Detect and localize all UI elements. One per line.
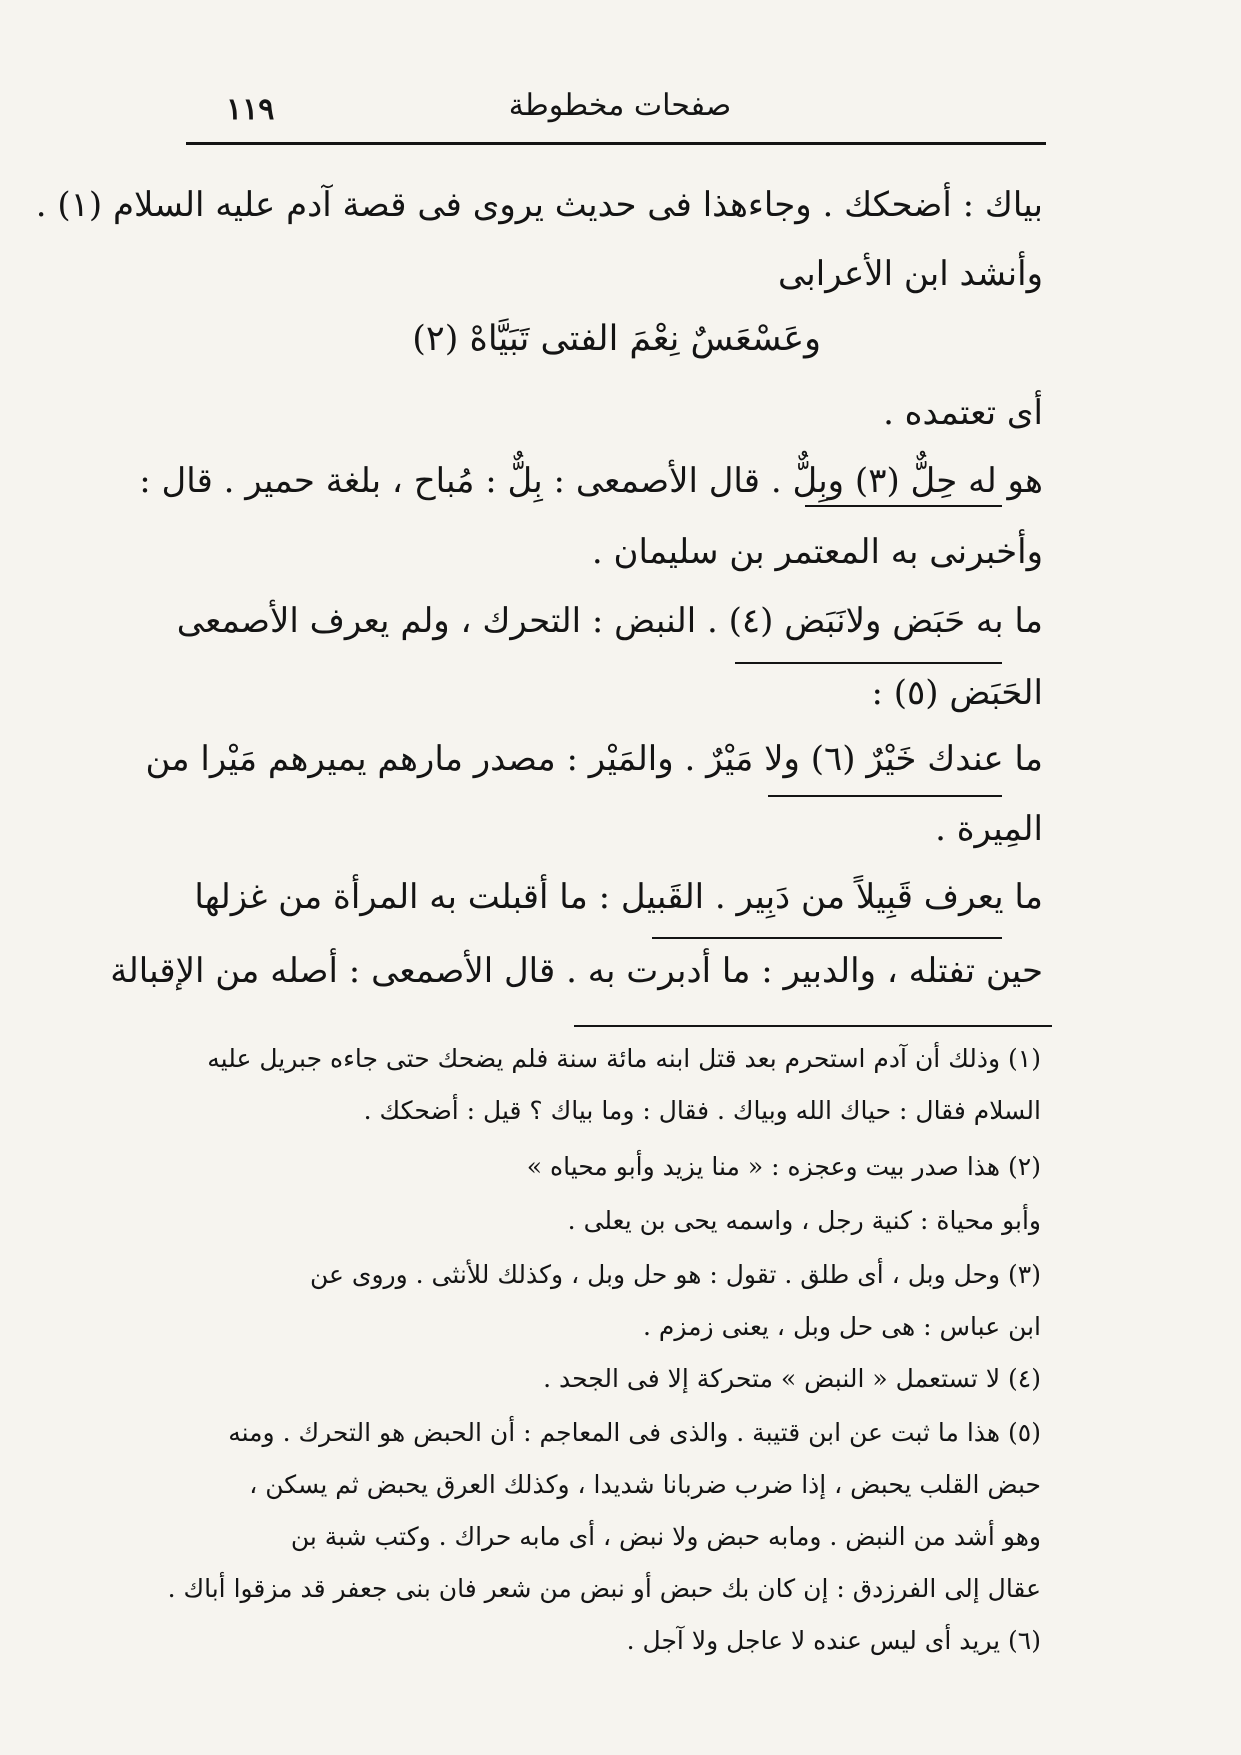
footnote-rule	[574, 1025, 1052, 1027]
footnote-line: (١) وذلك أن آدم استحرم بعد قتل ابنه مائة سنة فلم يضحك حتى جاءه جبريل عليه	[207, 1044, 1041, 1073]
body-line: حين تفتله ، والدبير : ما أدبرت به . قال الأصمعى : أصله من الإقبالة	[110, 951, 1043, 991]
footnote-line: (٢) هذا صدر بيت وعجزه : « منا يزيد وأبو محياه »	[526, 1152, 1041, 1181]
entry-underline	[652, 937, 1002, 939]
running-title: صفحات مخطوطة	[508, 88, 732, 123]
body-line: المِيرة .	[935, 809, 1043, 849]
footnote-line: (٥) هذا ما ثبت عن ابن قتيبة . والذى فى المعاجم : أن الحبض هو التحرك . ومنه	[228, 1418, 1041, 1447]
verse-line: وعَسْعَسٌ نِعْمَ الفتى تَبَيَّاهْ (٢)	[412, 319, 821, 359]
footnote-line: حبض القلب يحبض ، إذا ضرب ضربانا شديدا ، وكذلك العرق يحبض ثم يسكن ،	[249, 1470, 1041, 1499]
body-line: الحَبَض (٥) :	[871, 673, 1043, 713]
body-line: بياك : أضحكك . وجاءهذا فى حديث يروى فى قصة آدم عليه السلام (١) .	[35, 185, 1043, 225]
footnote-line: (٤) لا تستعمل « النبض » متحركة إلا فى الجحد .	[543, 1364, 1041, 1393]
page-number: ١١٩	[226, 92, 275, 127]
entry-underline	[735, 662, 1002, 664]
footnote-line: ابن عباس : هى حل وبل ، يعنى زمزم .	[643, 1312, 1041, 1341]
footnote-line: (٦) يريد أى ليس عنده لا عاجل ولا آجل .	[626, 1626, 1041, 1655]
entry-line: هو له حِلٌّ (٣) وبِلٌّ . قال الأصمعى : بِلٌّ : مُباح ، بلغة حمير . قال :	[139, 461, 1043, 501]
entry-underline	[805, 505, 1002, 507]
footnote-line: (٣) وحل وبل ، أى طلق . تقول : هو حل وبل ، وكذلك للأنثى . وروى عن	[310, 1260, 1041, 1289]
footnote-line: وهو أشد من النبض . ومابه حبض ولا نبض ، أى مابه حراك . وكتب شبة بن	[290, 1522, 1041, 1551]
body-line: وأنشد ابن الأعرابى	[777, 254, 1043, 294]
body-line: أى تعتمده .	[883, 393, 1043, 433]
footnote-line: وأبو محياة : كنية رجل ، واسمه يحى بن يعلى .	[567, 1206, 1041, 1235]
footnote-line: عقال إلى الفرزدق : إن كان بك حبض أو نبض من شعر فان بنى جعفر قد مزقوا أباك .	[167, 1574, 1041, 1603]
entry-line: ما به حَبَض ولانَبَض (٤) . النبض : التحرك ، ولم يعرف الأصمعى	[176, 601, 1043, 641]
entry-line: ما عندك خَيْرٌ (٦) ولا مَيْرٌ . والمَيْر : مصدر مارهم يميرهم مَيْرا من	[145, 739, 1043, 779]
header-rule	[186, 142, 1046, 145]
entry-underline	[768, 795, 1002, 797]
body-line: وأخبرنى به المعتمر بن سليمان .	[591, 532, 1043, 572]
footnote-line: السلام فقال : حياك الله وبياك . فقال : وما بياك ؟ قيل : أضحكك .	[363, 1096, 1041, 1125]
entry-line: ما يعرف قَبِيلاً من دَبِير . القَبيل : ما أقبلت به المرأة من غزلها	[194, 877, 1043, 917]
